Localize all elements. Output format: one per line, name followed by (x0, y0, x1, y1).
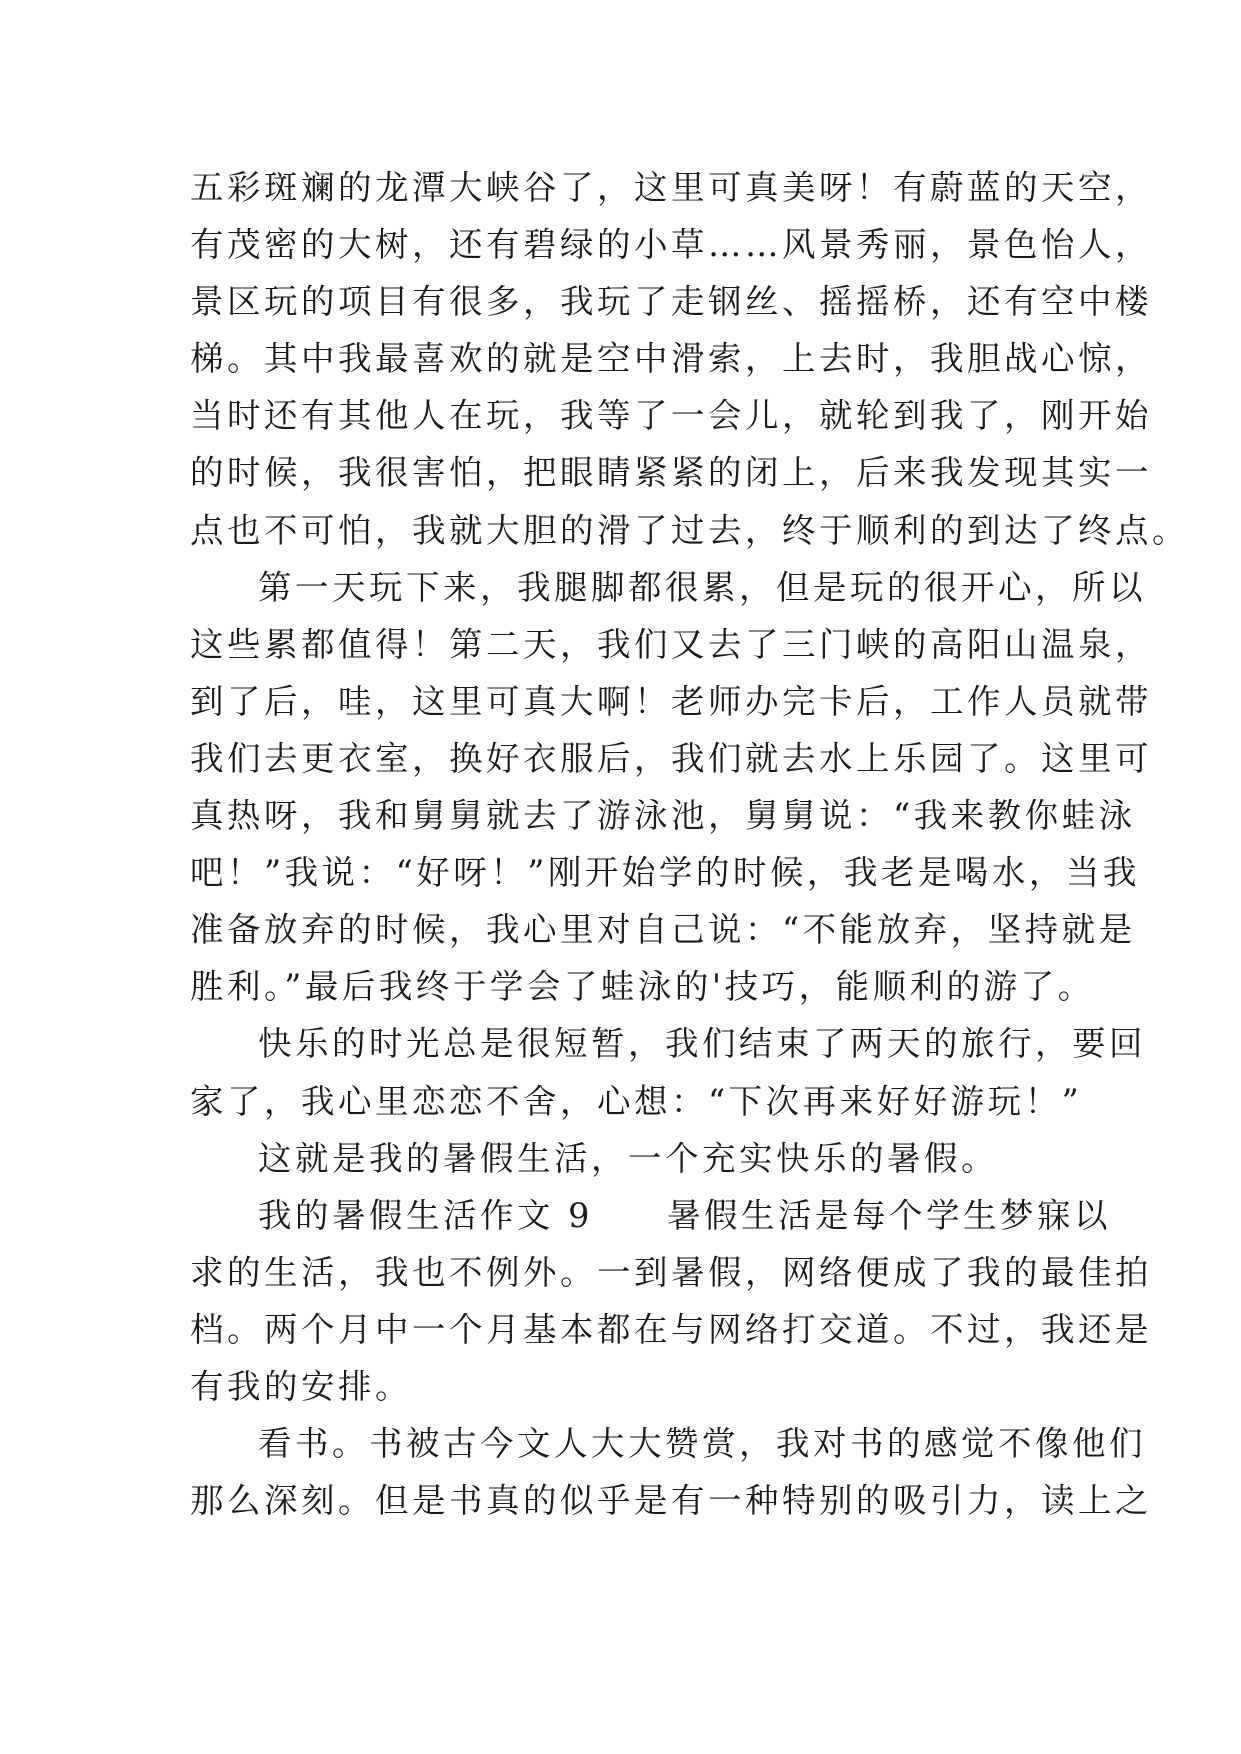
paragraph-first-line: 快乐的时光总是很短暂，我们结束了两天的旅行，要回 (258, 1024, 1146, 1064)
text-line: 家了，我心里恋恋不舍，心想：“下次再来好好游玩！” (190, 1081, 1083, 1121)
paragraph-first-line: 这就是我的暑假生活，一个充实快乐的暑假。 (258, 1138, 998, 1178)
paragraph-first-line: 第一天玩下来，我腿脚都很累，但是玩的很开心，所以 (258, 567, 1146, 607)
paragraph-first-line: 看书。书被古今文人大大赞赏，我对书的感觉不像他们 (258, 1424, 1146, 1464)
text-line: 吧！”我说：“好呀！”刚开始学的时候，我老是喝水，当我 (190, 853, 1140, 893)
text-line: 准备放弃的时候，我心里对自己说：“不能放弃，坚持就是 (190, 910, 1136, 950)
text-line: 有我的安排。 (190, 1366, 412, 1406)
text-line: 求的生活，我也不例外。一到暑假，网络便成了我的最佳拍 (190, 1252, 1152, 1292)
text-line: 这些累都值得！第二天，我们又去了三门峡的高阳山温泉， (190, 624, 1152, 664)
text-line: 景区玩的项目有很多，我玩了走钢丝、摇摇桥，还有空中楼 (190, 282, 1152, 322)
text-line: 梯。其中我最喜欢的就是空中滑索，上去时，我胆战心惊， (190, 339, 1152, 379)
text-line: 的时候，我很害怕，把眼睛紧紧的闭上，后来我发现其实一 (190, 453, 1152, 493)
essay-body (190, 159, 1189, 1529)
text-line: 五彩斑斓的龙潭大峡谷了，这里可真美呀！有蔚蓝的天空， (190, 168, 1152, 207)
text-line: 档。两个月中一个月基本都在与网络打交道。不过，我还是 (190, 1309, 1152, 1349)
section-heading-line: 我的暑假生活作文 9 暑假生活是每个学生梦寐以 (258, 1195, 1111, 1235)
text-line: 点也不可怕，我就大胆的滑了过去，终于顺利的到达了终点。 (190, 510, 1189, 550)
text-line: 那么深刻。但是书真的似乎是有一种特别的吸引力，读上之 (190, 1481, 1152, 1521)
text-line: 我们去更衣室，换好衣服后，我们就去水上乐园了。这里可 (190, 738, 1152, 778)
text-line: 有茂密的大树，还有碧绿的小草……风景秀丽，景色怡人， (190, 225, 1152, 265)
text-line: 到了后，哇，这里可真大啊！老师办完卡后，工作人员就带 (190, 681, 1152, 721)
text-line: 胜利。”最后我终于学会了蛙泳的'技巧，能顺利的游了。 (190, 967, 1095, 1007)
text-line: 真热呀，我和舅舅就去了游泳池，舅舅说：“我来教你蛙泳 (190, 796, 1136, 836)
text-line: 当时还有其他人在玩，我等了一会儿，就轮到我了，刚开始 (190, 396, 1152, 436)
